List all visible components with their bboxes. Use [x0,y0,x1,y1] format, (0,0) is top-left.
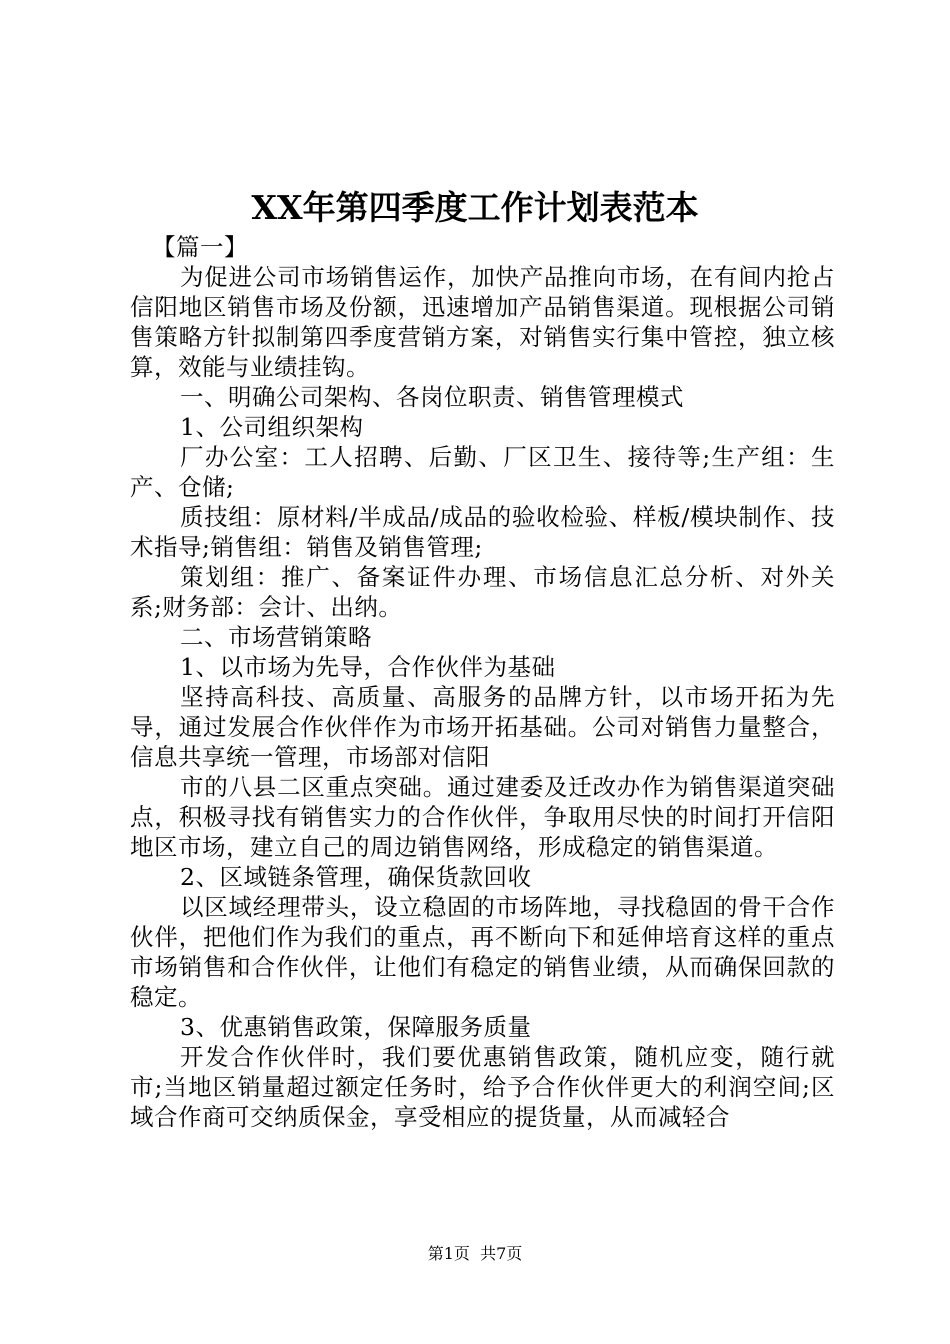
subsection-heading: 2、区域链条管理，确保货款回收 [180,863,532,891]
paragraph: 为促进公司市场销售运作，加快产品推向市场，在有间内抢占信阳地区销售市场及份额，迅速增加产品销售渠道。现根据公司销售策略方针拟制第四季度营销方案，对销售实行集中管控，独立核算，效能与业绩挂钩。 [130,263,835,381]
paragraph: 质技组：原材料/半成品/成品的验收检验、样板/模块制作、技术指导;销售组：销售及销售管理; [130,503,835,561]
paragraph: 以区域经理带头，设立稳固的市场阵地，寻找稳固的骨干合作伙伴，把他们作为我们的重点，再不断向下和延伸培育这样的重点市场销售和合作伙伴，让他们有稳定的销售业绩，从而确保回款的稳定。 [130,893,835,1011]
document-body [130,232,835,1132]
subsection-heading: 1、以市场为先导，合作伙伴为基础 [180,653,556,681]
paragraph: 市的八县二区重点突础。通过建委及迁改办作为销售渠道突础点，积极寻找有销售实力的合作伙伴，争取用尽快的时间打开信阳地区市场，建立自己的周边销售网络，形成稳定的销售渠道。 [130,773,835,861]
section-heading: 二、市场营销策略 [180,623,372,651]
paragraph: 坚持高科技、高质量、高服务的品牌方针，以市场开拓为先导，通过发展合作伙伴作为市场开拓基础。公司对销售力量整合，信息共享统一管理，市场部对信阳 [130,683,835,771]
section-heading: 一、明确公司架构、各岗位职责、销售管理模式 [180,383,684,411]
paragraph: 厂办公室：工人招聘、后勤、厂区卫生、接待等;生产组：生产、仓储; [130,443,835,501]
subsection-heading: 3、优惠销售政策，保障服务质量 [180,1013,532,1041]
section-label: 【篇一】 [152,233,248,261]
page-footer [0,1243,950,1265]
paragraph: 策划组：推广、备案证件办理、市场信息汇总分析、对外关系;财务部：会计、出纳。 [130,563,835,621]
paragraph: 开发合作伙伴时，我们要优惠销售政策，随机应变，随行就市;当地区销量超过额定任务时，给予合作伙伴更大的利润空间;区域合作商可交纳质保金，享受相应的提货量，从而减轻合 [130,1043,835,1131]
page-number: 第1页 共7页 [427,1244,523,1263]
document-title: XX年第四季度工作计划表范本 [251,188,699,227]
subsection-heading: 1、公司组织架构 [180,413,364,441]
